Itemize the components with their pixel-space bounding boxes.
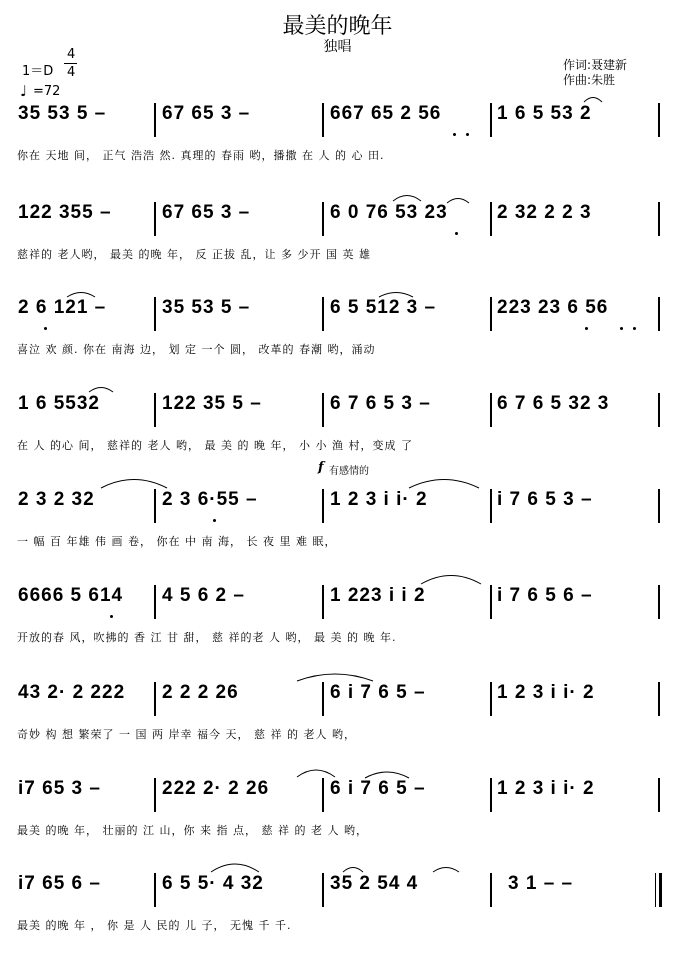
- slur: [342, 865, 364, 873]
- lyrics-line-8: 最美 的晚 年， 壮丽的 江 山，你 来 指 点， 慈 祥 的 老 人 哟，: [17, 824, 368, 837]
- slur: [408, 477, 480, 489]
- measure-2: 6 5 5· 4 32: [162, 873, 264, 894]
- slur: [432, 865, 460, 873]
- lyrics-line-4: 在 人 的心 间， 慈祥的 老人 哟， 最 美 的 晚 年， 小 小 渔 村，变成 了: [17, 439, 413, 452]
- measure-4: 223 23 6 56: [497, 297, 609, 318]
- low-octave-dot: [633, 327, 636, 330]
- measure-3: 667 65 2 56: [330, 103, 442, 124]
- barline: [658, 297, 660, 331]
- measure-4: 1 2 3 i i· 2: [497, 682, 595, 703]
- measure-4: i 7 6 5 3 –: [497, 489, 593, 510]
- low-octave-dot: [466, 133, 469, 136]
- measure-1: 1 6 5532: [18, 393, 100, 414]
- key-signature: 1＝D: [22, 64, 54, 79]
- barline: [154, 489, 156, 523]
- measure-4: 6 7 6 5 32 3: [497, 393, 610, 414]
- measure-3: 6 0 76 53 23: [330, 202, 448, 223]
- lyrics-line-7: 奇妙 构 想 繁荣了 一 国 两 岸幸 福今 天， 慈 祥 的 老人 哟，: [17, 728, 356, 741]
- expression-text: 有感情的: [329, 466, 369, 477]
- lyricist-credit: 作词:聂建新: [563, 58, 628, 72]
- measure-2: 67 65 3 –: [162, 202, 251, 223]
- low-octave-dot: [110, 615, 113, 618]
- slur: [446, 196, 470, 204]
- slur: [583, 95, 603, 103]
- measure-3: 6 5 512 3 –: [330, 297, 437, 318]
- time-signature-bottom: 4: [67, 65, 76, 80]
- slur: [296, 672, 374, 682]
- barline: [490, 682, 492, 716]
- composer-credit: 作曲:朱胜: [563, 73, 616, 87]
- barline: [490, 103, 492, 137]
- low-octave-dot: [455, 232, 458, 235]
- lyrics-line-1: 你在 天地 间， 正气 浩浩 然. 真理的 春雨 哟，播撒 在 人 的 心 田.: [17, 149, 385, 162]
- barline: [658, 778, 660, 812]
- low-octave-dot: [213, 519, 216, 522]
- tempo-value: =72: [33, 84, 61, 99]
- barline: [154, 585, 156, 619]
- slur: [296, 768, 336, 778]
- time-signature-top: 4: [67, 47, 76, 62]
- time-signature-line: [64, 63, 77, 64]
- measure-3: 6 i 7 6 5 –: [330, 682, 426, 703]
- measure-1: 122 355 –: [18, 202, 112, 223]
- measure-1: i7 65 6 –: [18, 873, 101, 894]
- barline: [154, 778, 156, 812]
- slur: [100, 477, 168, 489]
- low-octave-dot: [44, 327, 47, 330]
- measure-3: 1 2 3 i i· 2: [330, 489, 428, 510]
- lyrics-line-3: 喜泣 欢 颜. 你在 南海 边， 划 定 一个 圆， 改革的 春潮 哟，涌动: [17, 343, 376, 356]
- barline: [322, 585, 324, 619]
- measure-4: 3 1 – –: [508, 873, 574, 894]
- measure-1: 6666 5 614: [18, 585, 124, 606]
- barline: [490, 489, 492, 523]
- barline: [658, 489, 660, 523]
- barline: [490, 202, 492, 236]
- low-octave-dot: [620, 327, 623, 330]
- barline: [154, 202, 156, 236]
- song-title: 最美的晚年: [282, 14, 393, 39]
- measure-1: 2 6 121 –: [18, 297, 107, 318]
- lyrics-line-5: 一 幅 百 年雄 伟 画 卷， 你在 中 南 海， 长 夜 里 难 眠，: [17, 535, 337, 548]
- barline: [154, 682, 156, 716]
- slur: [392, 193, 422, 202]
- slur: [66, 290, 96, 298]
- measure-2: 35 53 5 –: [162, 297, 251, 318]
- low-octave-dot: [453, 133, 456, 136]
- low-octave-dot: [585, 327, 588, 330]
- slur: [378, 290, 414, 298]
- measure-1: 43 2· 2 222: [18, 682, 126, 703]
- barline: [322, 778, 324, 812]
- lyrics-line-6: 开放的春 风，吹拂的 香 江 甘 甜， 慈 祥的老 人 哟， 最 美 的 晚 年.: [17, 631, 397, 644]
- slur: [420, 573, 482, 585]
- measure-1: 35 53 5 –: [18, 103, 107, 124]
- measure-1: i7 65 3 –: [18, 778, 101, 799]
- measure-2: 67 65 3 –: [162, 103, 251, 124]
- measure-2: 222 2· 2 26: [162, 778, 270, 799]
- barline: [322, 489, 324, 523]
- barline: [658, 393, 660, 427]
- measure-4: 1 2 3 i i· 2: [497, 778, 595, 799]
- final-barline-thick: [659, 873, 662, 907]
- slur: [88, 385, 114, 393]
- barline: [658, 682, 660, 716]
- measure-4: 1 6 5 53 2: [497, 103, 592, 124]
- barline: [658, 103, 660, 137]
- measure-3: 1 223 i i 2: [330, 585, 426, 606]
- barline: [490, 393, 492, 427]
- final-barline-thin: [655, 873, 656, 907]
- measure-3: 35 2 54 4: [330, 873, 419, 894]
- performance-type: 独唱: [323, 39, 352, 55]
- barline: [154, 873, 156, 907]
- quarter-note-icon: ♩: [20, 82, 28, 100]
- measure-3: 6 7 6 5 3 –: [330, 393, 431, 414]
- slur: [210, 861, 260, 873]
- barline: [658, 585, 660, 619]
- barline: [322, 682, 324, 716]
- lyrics-line-9: 最美 的晚 年 ， 你 是 人 民的 儿 子， 无愧 千 千.: [17, 919, 292, 932]
- slur: [364, 770, 410, 779]
- barline: [490, 585, 492, 619]
- measure-4: i 7 6 5 6 –: [497, 585, 593, 606]
- lyrics-line-2: 慈祥的 老人哟， 最美 的晚 年， 反 正拔 乱，让 多 少开 国 英 雄: [17, 248, 371, 261]
- barline: [490, 297, 492, 331]
- barline: [658, 202, 660, 236]
- measure-1: 2 3 2 32: [18, 489, 95, 510]
- barline: [154, 103, 156, 137]
- measure-2: 122 35 5 –: [162, 393, 262, 414]
- barline: [490, 778, 492, 812]
- measure-2: 2 3 6·55 –: [162, 489, 258, 510]
- barline: [154, 393, 156, 427]
- measure-4: 2 32 2 2 3: [497, 202, 592, 223]
- barline: [322, 297, 324, 331]
- barline: [322, 393, 324, 427]
- barline: [490, 873, 492, 907]
- barline: [154, 297, 156, 331]
- barline: [322, 202, 324, 236]
- barline: [322, 873, 324, 907]
- barline: [322, 103, 324, 137]
- measure-3: 6 i 7 6 5 –: [330, 778, 426, 799]
- dynamic-mark: f: [318, 460, 324, 475]
- measure-2: 2 2 2 26: [162, 682, 239, 703]
- measure-2: 4 5 6 2 –: [162, 585, 245, 606]
